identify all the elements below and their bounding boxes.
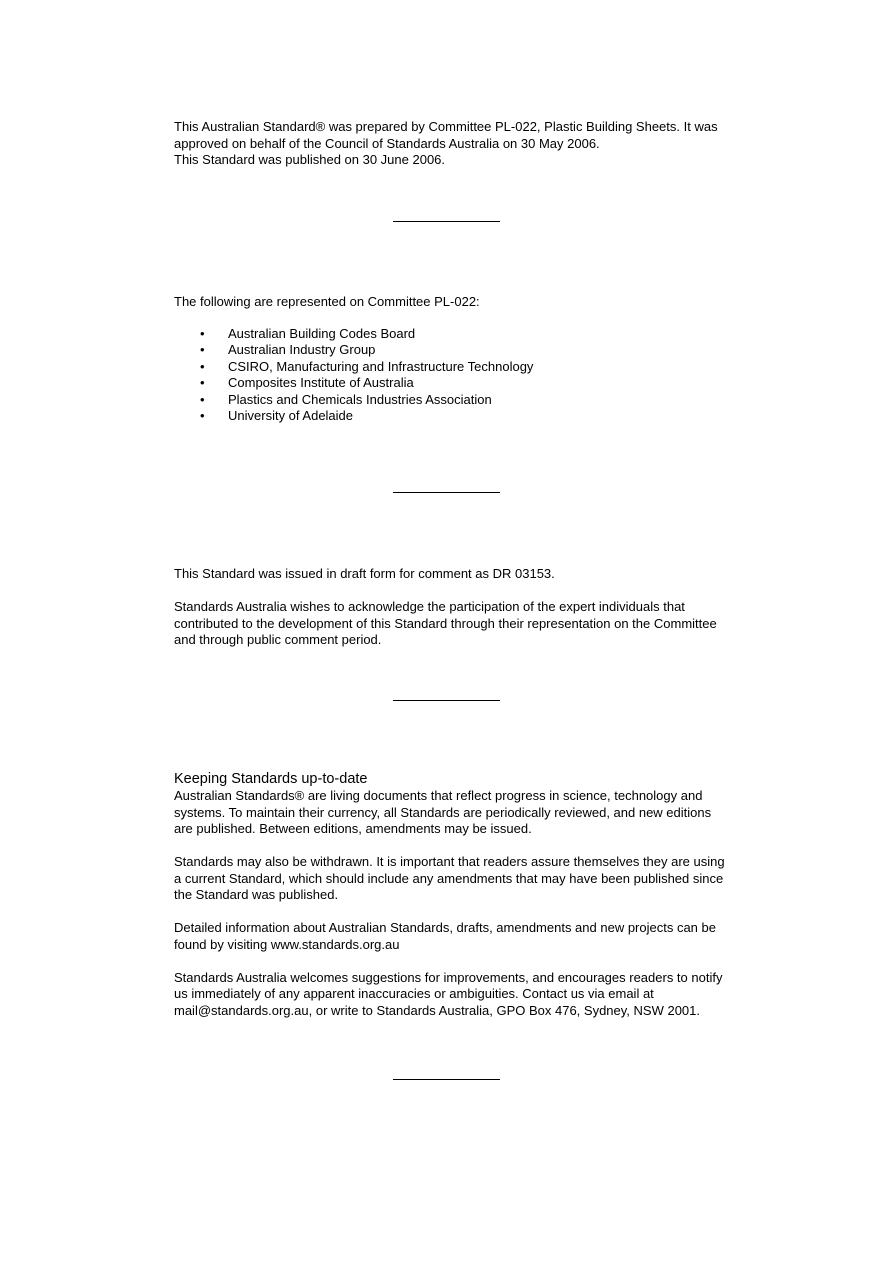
contact-paragraph <box>174 970 730 1020</box>
committee-section <box>174 294 734 425</box>
publication-note <box>174 119 734 169</box>
bullet-icon: • <box>200 391 205 407</box>
publication-date: This Standard was published on 30 June 2006. <box>174 152 446 167</box>
member-name: Plastics and Chemicals Industries Association <box>228 391 492 407</box>
member-name: University of Adelaide <box>228 408 354 424</box>
bullet-icon: • <box>200 408 205 424</box>
list-item <box>174 359 734 376</box>
draft-notice: This Standard was issued in draft form for comment as DR 03153. <box>174 566 555 581</box>
draft-section <box>174 566 734 649</box>
bullet-icon: • <box>200 342 205 358</box>
approval-statement: This Australian Standard® was prepared by Committee PL-022, Plastic Building Sheets. It was approved on behalf of the Council of Standards Australia on 30 May 2006. <box>174 119 718 151</box>
section-heading: Keeping Standards up-to-date <box>174 771 368 787</box>
member-name: Australian Building Codes Board <box>228 325 416 341</box>
list-item <box>174 408 734 425</box>
member-name: Composites Institute of Australia <box>228 375 414 391</box>
withdrawal-paragraph: Standards may also be withdrawn. It is important that readers assure themselves they are using a current Standard, which should include any amendments that may have been published since the Standard was published. <box>174 854 725 902</box>
acknowledgement-text: Standards Australia wishes to acknowledge the participation of the expert individuals that contributed to the development of this Standard through their representation on the Committee and through public comment period. <box>174 599 717 647</box>
website-link[interactable]: www.standards.org.au <box>270 936 400 952</box>
member-name: Australian Industry Group <box>228 342 376 358</box>
bullet-icon: • <box>200 358 205 374</box>
list-item <box>174 392 734 409</box>
section-divider <box>393 221 500 222</box>
list-item <box>174 342 734 359</box>
section-divider <box>393 1079 500 1080</box>
list-item <box>174 375 734 392</box>
email-link[interactable]: mail@standards.org.au <box>174 1002 309 1018</box>
living-documents-paragraph: Australian Standards® are living documents that reflect progress in science, technology and systems. To maintain their currency, all Standards are periodically reviewed, and new editions are published. Between editions, amendments may be issued. <box>174 788 712 836</box>
contact-text: Standards Australia welcomes suggestions for improvements, and encourages readers to notify us immediately of any apparent inaccuracies or ambiguities. Contact us via email at <box>174 969 723 1001</box>
information-text: Detailed information about Australian Standards, drafts, amendments and new projects can be found by visiting <box>174 920 716 952</box>
keeping-up-to-date-section <box>174 771 730 1019</box>
address-text: , or write to Standards Australia, GPO Box 476, Sydney, NSW 2001. <box>308 1002 700 1018</box>
section-divider <box>393 700 500 701</box>
bullet-icon: • <box>200 325 205 341</box>
committee-intro: The following are represented on Committee PL-022: <box>174 294 480 309</box>
member-name: CSIRO, Manufacturing and Infrastructure Technology <box>228 358 534 374</box>
committee-member-list <box>174 326 734 426</box>
information-paragraph <box>174 920 730 953</box>
section-divider <box>393 492 500 493</box>
list-item <box>174 326 734 343</box>
bullet-icon: • <box>200 375 205 391</box>
